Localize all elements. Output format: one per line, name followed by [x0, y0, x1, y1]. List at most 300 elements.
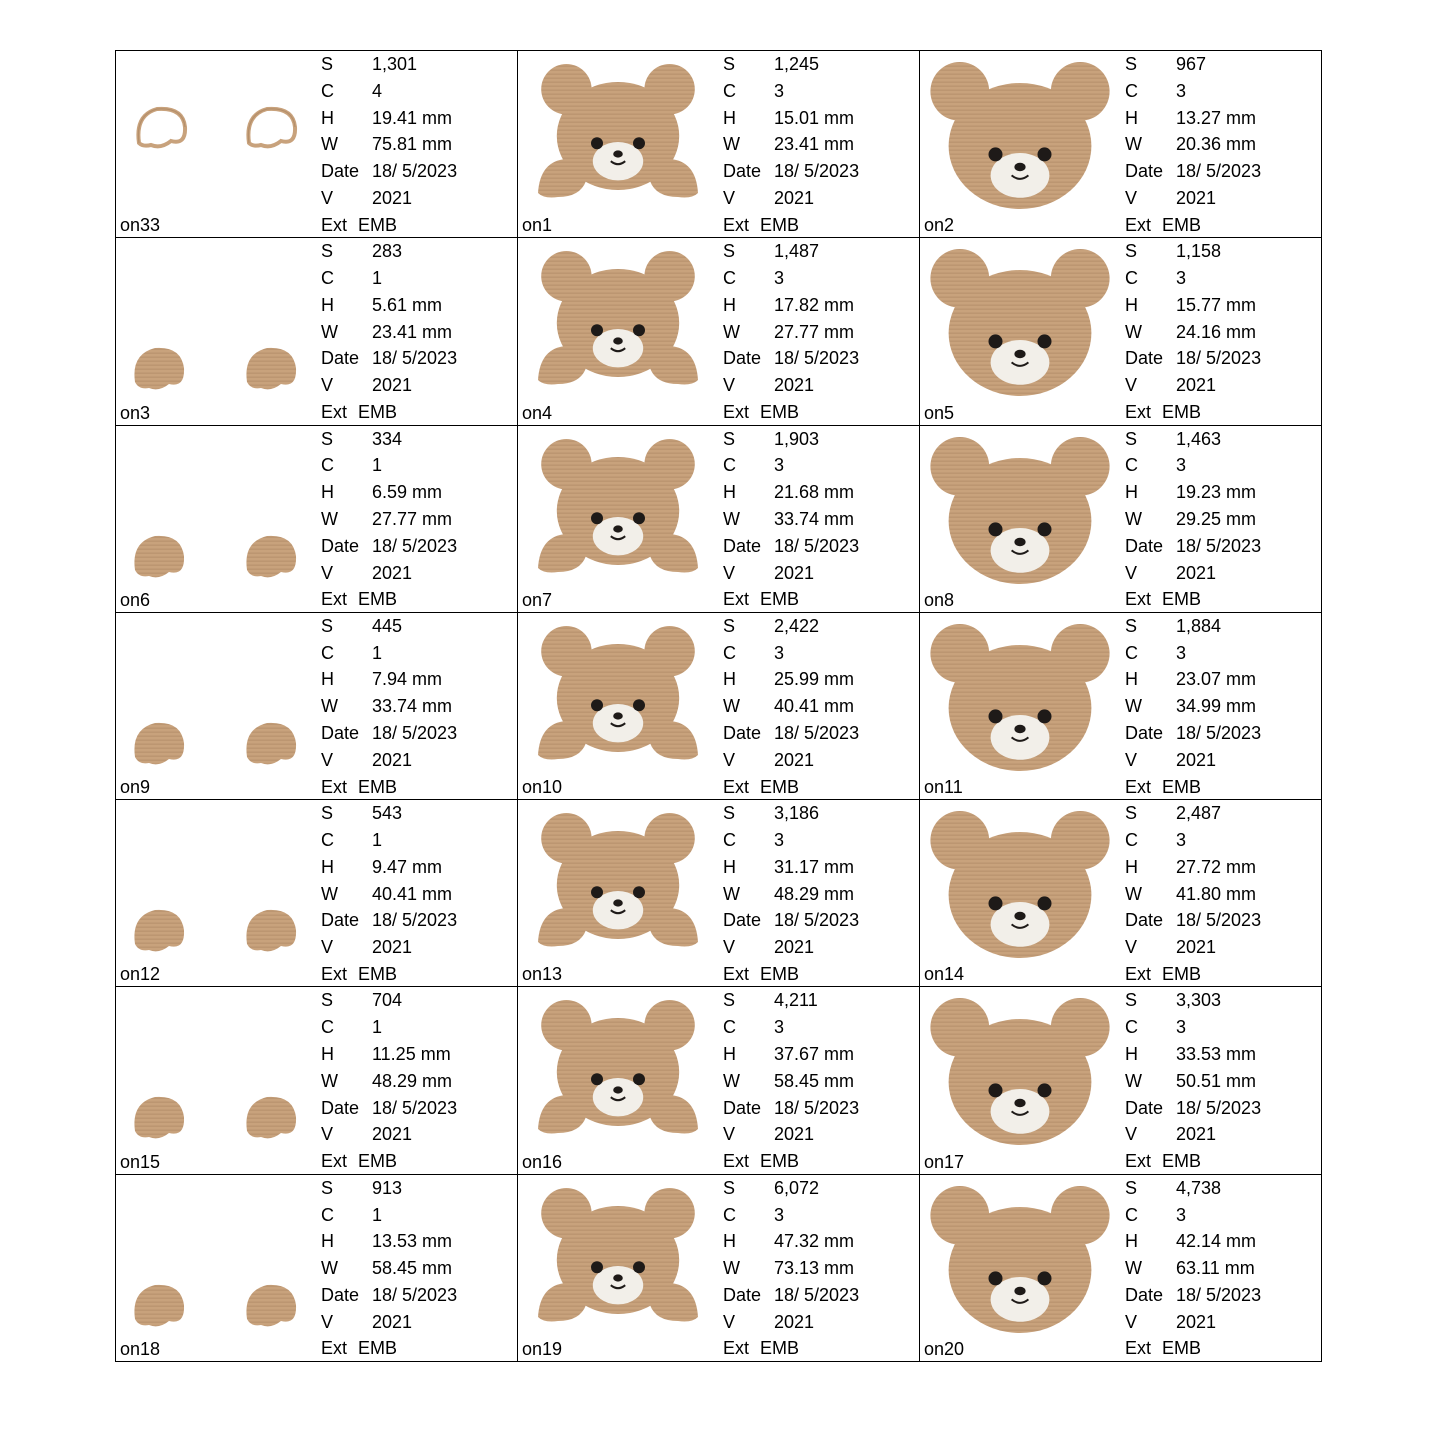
colors-value: 4 [372, 80, 383, 101]
design-name: on20 [924, 1339, 965, 1359]
extension-value: EMB [1162, 589, 1202, 610]
version-label: V [1125, 187, 1138, 208]
width-value: 75.81 mm [372, 134, 453, 155]
colors-label: C [321, 455, 334, 476]
design-thumbnail [518, 426, 718, 613]
width-value: 23.41 mm [774, 134, 855, 155]
extension-value: EMB [760, 589, 800, 610]
design-thumbnail [518, 987, 718, 1174]
stitches-label: S [1125, 428, 1138, 449]
height-label: H [723, 1044, 736, 1065]
version-label: V [1125, 375, 1138, 396]
height-label: H [1125, 107, 1138, 128]
colors-label: C [1125, 1204, 1138, 1225]
width-label: W [1125, 321, 1142, 342]
colors-label: C [723, 455, 736, 476]
stitches-label: S [723, 1177, 736, 1198]
date-label: Date [723, 161, 762, 182]
design-cell-on7[interactable] [518, 426, 920, 613]
extension-value: EMB [358, 1338, 398, 1359]
version-value: 2021 [1176, 937, 1217, 958]
design-cell-on3[interactable] [116, 238, 518, 425]
stitches-label: S [321, 241, 334, 262]
height-value: 17.82 mm [774, 294, 855, 315]
colors-label: C [321, 268, 334, 289]
date-label: Date [1125, 535, 1164, 556]
date-label: Date [321, 348, 360, 369]
design-cell-on17[interactable] [920, 987, 1322, 1174]
date-value: 18/ 5/2023 [1176, 910, 1262, 931]
height-value: 13.27 mm [1176, 107, 1257, 128]
date-value: 18/ 5/2023 [774, 1284, 860, 1305]
design-cell-on18[interactable] [116, 1175, 518, 1362]
design-name: on15 [120, 1151, 161, 1172]
version-value: 2021 [1176, 1124, 1217, 1145]
width-label: W [1125, 134, 1142, 155]
height-value: 7.94 mm [372, 669, 443, 690]
height-value: 21.68 mm [774, 482, 855, 503]
date-label: Date [723, 535, 762, 556]
colors-label: C [1125, 80, 1138, 101]
date-label: Date [723, 910, 762, 931]
date-label: Date [1125, 348, 1164, 369]
version-label: V [321, 937, 334, 958]
colors-value: 1 [372, 642, 383, 663]
design-thumbnail [920, 613, 1120, 800]
colors-label: C [723, 80, 736, 101]
design-grid [115, 50, 1322, 1362]
design-thumbnail [920, 1175, 1120, 1362]
version-label: V [321, 187, 334, 208]
height-label: H [321, 482, 334, 503]
height-label: H [723, 1231, 736, 1252]
date-value: 18/ 5/2023 [372, 723, 458, 744]
extension-value: EMB [760, 776, 800, 797]
version-value: 2021 [1176, 187, 1217, 208]
extension-label: Ext [1125, 776, 1152, 797]
design-cell-on9[interactable] [116, 613, 518, 800]
design-cell-on2[interactable] [920, 51, 1322, 238]
width-label: W [1125, 508, 1142, 529]
extension-value: EMB [1162, 1338, 1202, 1359]
extension-label: Ext [1125, 963, 1152, 984]
version-value: 2021 [1176, 749, 1217, 770]
height-label: H [723, 669, 736, 690]
design-name: on7 [522, 589, 553, 610]
design-thumbnail [920, 238, 1120, 425]
width-value: 33.74 mm [372, 696, 453, 717]
version-label: V [723, 187, 736, 208]
date-label: Date [321, 1284, 360, 1305]
colors-label: C [1125, 642, 1138, 663]
design-name: on10 [522, 777, 563, 798]
stitches-value: 1,884 [1176, 615, 1222, 636]
version-value: 2021 [372, 937, 413, 958]
width-label: W [1125, 883, 1142, 904]
version-value: 2021 [774, 1124, 815, 1145]
extension-label: Ext [321, 1151, 348, 1172]
width-label: W [321, 1258, 338, 1279]
stitches-label: S [723, 428, 736, 449]
extension-label: Ext [723, 589, 750, 610]
height-value: 15.01 mm [774, 107, 855, 128]
design-name: on8 [924, 589, 955, 610]
width-label: W [1125, 696, 1142, 717]
design-thumbnail [518, 238, 718, 425]
extension-value: EMB [358, 589, 398, 610]
design-name: on33 [120, 215, 161, 236]
extension-label: Ext [1125, 1338, 1152, 1359]
width-label: W [723, 134, 740, 155]
version-label: V [723, 1124, 736, 1145]
extension-value: EMB [358, 776, 398, 797]
extension-label: Ext [1125, 589, 1152, 610]
extension-value: EMB [1162, 776, 1202, 797]
stitches-value: 2,487 [1176, 803, 1222, 824]
height-label: H [321, 669, 334, 690]
design-cell-on5[interactable] [920, 238, 1322, 425]
stitches-label: S [1125, 990, 1138, 1011]
date-value: 18/ 5/2023 [1176, 1097, 1262, 1118]
extension-label: Ext [723, 963, 750, 984]
date-label: Date [321, 535, 360, 556]
stitches-value: 1,301 [372, 54, 418, 74]
height-value: 23.07 mm [1176, 669, 1257, 690]
design-name: on2 [924, 215, 955, 236]
design-cell-on11[interactable] [920, 613, 1322, 800]
width-value: 27.77 mm [774, 321, 855, 342]
design-cell-on15[interactable] [116, 987, 518, 1174]
extension-value: EMB [358, 963, 398, 984]
date-label: Date [723, 348, 762, 369]
version-label: V [1125, 937, 1138, 958]
height-value: 37.67 mm [774, 1044, 855, 1065]
width-label: W [321, 883, 338, 904]
design-name: on18 [120, 1339, 161, 1359]
width-label: W [321, 696, 338, 717]
height-label: H [321, 856, 334, 877]
stitches-value: 445 [372, 615, 403, 636]
stitches-label: S [1125, 54, 1138, 74]
design-name: on5 [924, 402, 955, 423]
design-thumbnail [116, 51, 316, 238]
height-value: 31.17 mm [774, 856, 855, 877]
extension-label: Ext [321, 776, 348, 797]
stitches-value: 2,422 [774, 615, 820, 636]
colors-value: 3 [1176, 80, 1187, 101]
height-value: 33.53 mm [1176, 1044, 1257, 1065]
extension-label: Ext [723, 1151, 750, 1172]
design-thumbnail [116, 800, 316, 987]
colors-value: 3 [774, 455, 785, 476]
design-name: on11 [924, 777, 963, 798]
width-label: W [723, 508, 740, 529]
design-cell-on4[interactable] [518, 238, 920, 425]
stitches-value: 704 [372, 990, 403, 1011]
stitches-value: 3,186 [774, 803, 820, 824]
colors-label: C [723, 829, 736, 850]
colors-value: 3 [1176, 642, 1187, 663]
design-thumbnail [920, 51, 1120, 238]
width-label: W [1125, 1070, 1142, 1091]
stitches-value: 4,211 [774, 990, 818, 1011]
extension-value: EMB [1162, 963, 1202, 984]
version-label: V [723, 1311, 736, 1332]
width-value: 41.80 mm [1176, 883, 1257, 904]
date-value: 18/ 5/2023 [372, 910, 458, 931]
height-value: 9.47 mm [372, 856, 443, 877]
design-thumbnail [116, 426, 316, 613]
stitches-value: 1,158 [1176, 241, 1222, 262]
colors-value: 3 [774, 829, 785, 850]
width-label: W [723, 321, 740, 342]
version-value: 2021 [372, 187, 413, 208]
colors-label: C [1125, 829, 1138, 850]
colors-value: 1 [372, 455, 383, 476]
extension-label: Ext [1125, 402, 1152, 423]
colors-value: 3 [1176, 1017, 1187, 1038]
design-name: on17 [924, 1151, 965, 1172]
date-label: Date [321, 161, 360, 182]
date-value: 18/ 5/2023 [774, 535, 860, 556]
stitches-label: S [723, 803, 736, 824]
height-value: 11.25 mm [372, 1044, 451, 1065]
date-value: 18/ 5/2023 [774, 723, 860, 744]
date-value: 18/ 5/2023 [774, 348, 860, 369]
version-label: V [723, 749, 736, 770]
date-value: 18/ 5/2023 [372, 161, 458, 182]
stitches-value: 543 [372, 803, 403, 824]
height-label: H [723, 856, 736, 877]
design-thumbnail [116, 238, 316, 425]
height-label: H [321, 294, 334, 315]
colors-value: 3 [774, 80, 785, 101]
version-value: 2021 [774, 937, 815, 958]
design-cell-on1[interactable] [518, 51, 920, 238]
colors-value: 1 [372, 829, 383, 850]
width-value: 27.77 mm [372, 508, 453, 529]
version-value: 2021 [1176, 1311, 1217, 1332]
width-label: W [723, 1258, 740, 1279]
height-value: 13.53 mm [372, 1231, 453, 1252]
width-value: 40.41 mm [372, 883, 453, 904]
width-value: 58.45 mm [774, 1070, 855, 1091]
date-label: Date [1125, 910, 1164, 931]
date-value: 18/ 5/2023 [1176, 535, 1262, 556]
extension-value: EMB [358, 214, 398, 235]
design-name: on4 [522, 402, 553, 423]
height-value: 42.14 mm [1176, 1231, 1257, 1252]
colors-value: 3 [1176, 829, 1187, 850]
design-name: on6 [120, 589, 151, 610]
height-label: H [1125, 856, 1138, 877]
height-value: 15.77 mm [1176, 294, 1257, 315]
version-value: 2021 [372, 1311, 413, 1332]
stitches-value: 6,072 [774, 1177, 820, 1198]
date-label: Date [723, 723, 762, 744]
design-cell-on13[interactable] [518, 800, 920, 987]
extension-value: EMB [760, 214, 800, 235]
height-value: 25.99 mm [774, 669, 855, 690]
design-cell-on8[interactable] [920, 426, 1322, 613]
colors-value: 3 [774, 1204, 785, 1225]
colors-label: C [723, 268, 736, 289]
stitches-value: 1,903 [774, 428, 820, 449]
extension-label: Ext [1125, 1151, 1152, 1172]
stitches-label: S [723, 615, 736, 636]
width-value: 24.16 mm [1176, 321, 1257, 342]
colors-value: 3 [774, 642, 785, 663]
date-label: Date [321, 723, 360, 744]
stitches-value: 3,303 [1176, 990, 1222, 1011]
height-value: 19.41 mm [372, 107, 453, 128]
stitches-value: 967 [1176, 54, 1207, 74]
date-label: Date [1125, 723, 1164, 744]
colors-label: C [723, 1017, 736, 1038]
height-value: 47.32 mm [774, 1231, 855, 1252]
extension-value: EMB [1162, 214, 1202, 235]
width-value: 48.29 mm [774, 883, 855, 904]
design-cell-on10[interactable] [518, 613, 920, 800]
design-thumbnail [116, 613, 316, 800]
version-value: 2021 [774, 1311, 815, 1332]
date-value: 18/ 5/2023 [1176, 161, 1262, 182]
design-name: on1 [522, 215, 553, 236]
stitches-label: S [723, 54, 736, 74]
width-value: 40.41 mm [774, 696, 855, 717]
version-label: V [1125, 749, 1138, 770]
design-cell-on20[interactable] [920, 1175, 1322, 1362]
stitches-label: S [1125, 615, 1138, 636]
design-cell-on12[interactable] [116, 800, 518, 987]
width-value: 50.51 mm [1176, 1070, 1257, 1091]
height-label: H [723, 294, 736, 315]
design-cell-on19[interactable] [518, 1175, 920, 1362]
height-label: H [321, 1231, 334, 1252]
date-label: Date [1125, 1284, 1164, 1305]
width-label: W [1125, 1258, 1142, 1279]
colors-value: 1 [372, 1017, 383, 1038]
extension-label: Ext [723, 1338, 750, 1359]
version-value: 2021 [372, 749, 413, 770]
date-label: Date [321, 1097, 360, 1118]
extension-value: EMB [760, 1151, 800, 1172]
stitches-label: S [321, 54, 334, 74]
height-label: H [723, 482, 736, 503]
design-cell-on16[interactable] [518, 987, 920, 1174]
design-thumbnail [518, 613, 718, 800]
height-label: H [321, 1044, 334, 1065]
version-label: V [321, 562, 334, 583]
width-label: W [723, 1070, 740, 1091]
extension-label: Ext [321, 589, 348, 610]
stitches-label: S [321, 1177, 334, 1198]
version-value: 2021 [774, 562, 815, 583]
colors-label: C [1125, 1017, 1138, 1038]
date-value: 18/ 5/2023 [774, 161, 860, 182]
design-thumbnail [518, 51, 718, 238]
stitches-value: 283 [372, 241, 403, 262]
stitches-label: S [723, 990, 736, 1011]
design-cell-on14[interactable] [920, 800, 1322, 987]
colors-label: C [321, 642, 334, 663]
design-thumbnail [116, 987, 316, 1174]
extension-value: EMB [760, 1338, 800, 1359]
design-cell-on33[interactable] [116, 51, 518, 238]
width-value: 20.36 mm [1176, 134, 1257, 155]
width-value: 73.13 mm [774, 1258, 855, 1279]
version-label: V [723, 375, 736, 396]
version-label: V [321, 1124, 334, 1145]
width-value: 58.45 mm [372, 1258, 453, 1279]
colors-label: C [321, 829, 334, 850]
date-label: Date [723, 1097, 762, 1118]
stitches-label: S [723, 241, 736, 262]
extension-label: Ext [321, 963, 348, 984]
height-label: H [1125, 482, 1138, 503]
date-label: Date [723, 1284, 762, 1305]
version-value: 2021 [1176, 375, 1217, 396]
height-label: H [1125, 1231, 1138, 1252]
colors-value: 1 [372, 1204, 383, 1225]
height-value: 5.61 mm [372, 294, 443, 315]
stitches-value: 913 [372, 1177, 403, 1198]
width-label: W [723, 696, 740, 717]
version-label: V [321, 375, 334, 396]
height-label: H [1125, 294, 1138, 315]
colors-value: 3 [1176, 1204, 1187, 1225]
colors-label: C [1125, 268, 1138, 289]
extension-label: Ext [723, 776, 750, 797]
date-value: 18/ 5/2023 [774, 910, 860, 931]
version-value: 2021 [372, 1124, 413, 1145]
date-value: 18/ 5/2023 [1176, 723, 1262, 744]
colors-value: 3 [774, 268, 785, 289]
width-label: W [723, 883, 740, 904]
design-thumbnail [920, 426, 1120, 613]
design-thumbnail [920, 987, 1120, 1174]
version-label: V [723, 937, 736, 958]
date-value: 18/ 5/2023 [774, 1097, 860, 1118]
height-label: H [321, 107, 334, 128]
width-label: W [321, 508, 338, 529]
extension-value: EMB [760, 402, 800, 423]
width-value: 23.41 mm [372, 321, 453, 342]
version-label: V [1125, 1124, 1138, 1145]
extension-label: Ext [321, 402, 348, 423]
date-label: Date [321, 910, 360, 931]
version-value: 2021 [774, 375, 815, 396]
version-value: 2021 [1176, 562, 1217, 583]
extension-label: Ext [723, 402, 750, 423]
design-cell-on6[interactable] [116, 426, 518, 613]
stitches-value: 4,738 [1176, 1177, 1222, 1198]
stitches-label: S [321, 615, 334, 636]
stitches-value: 1,245 [774, 54, 820, 74]
stitches-value: 1,463 [1176, 428, 1222, 449]
version-value: 2021 [774, 749, 815, 770]
version-label: V [1125, 562, 1138, 583]
height-value: 27.72 mm [1176, 856, 1257, 877]
extension-label: Ext [723, 214, 750, 235]
width-label: W [321, 1070, 338, 1091]
width-value: 48.29 mm [372, 1070, 453, 1091]
height-value: 19.23 mm [1176, 482, 1257, 503]
extension-value: EMB [760, 963, 800, 984]
version-label: V [321, 749, 334, 770]
date-label: Date [1125, 1097, 1164, 1118]
width-value: 34.99 mm [1176, 696, 1257, 717]
